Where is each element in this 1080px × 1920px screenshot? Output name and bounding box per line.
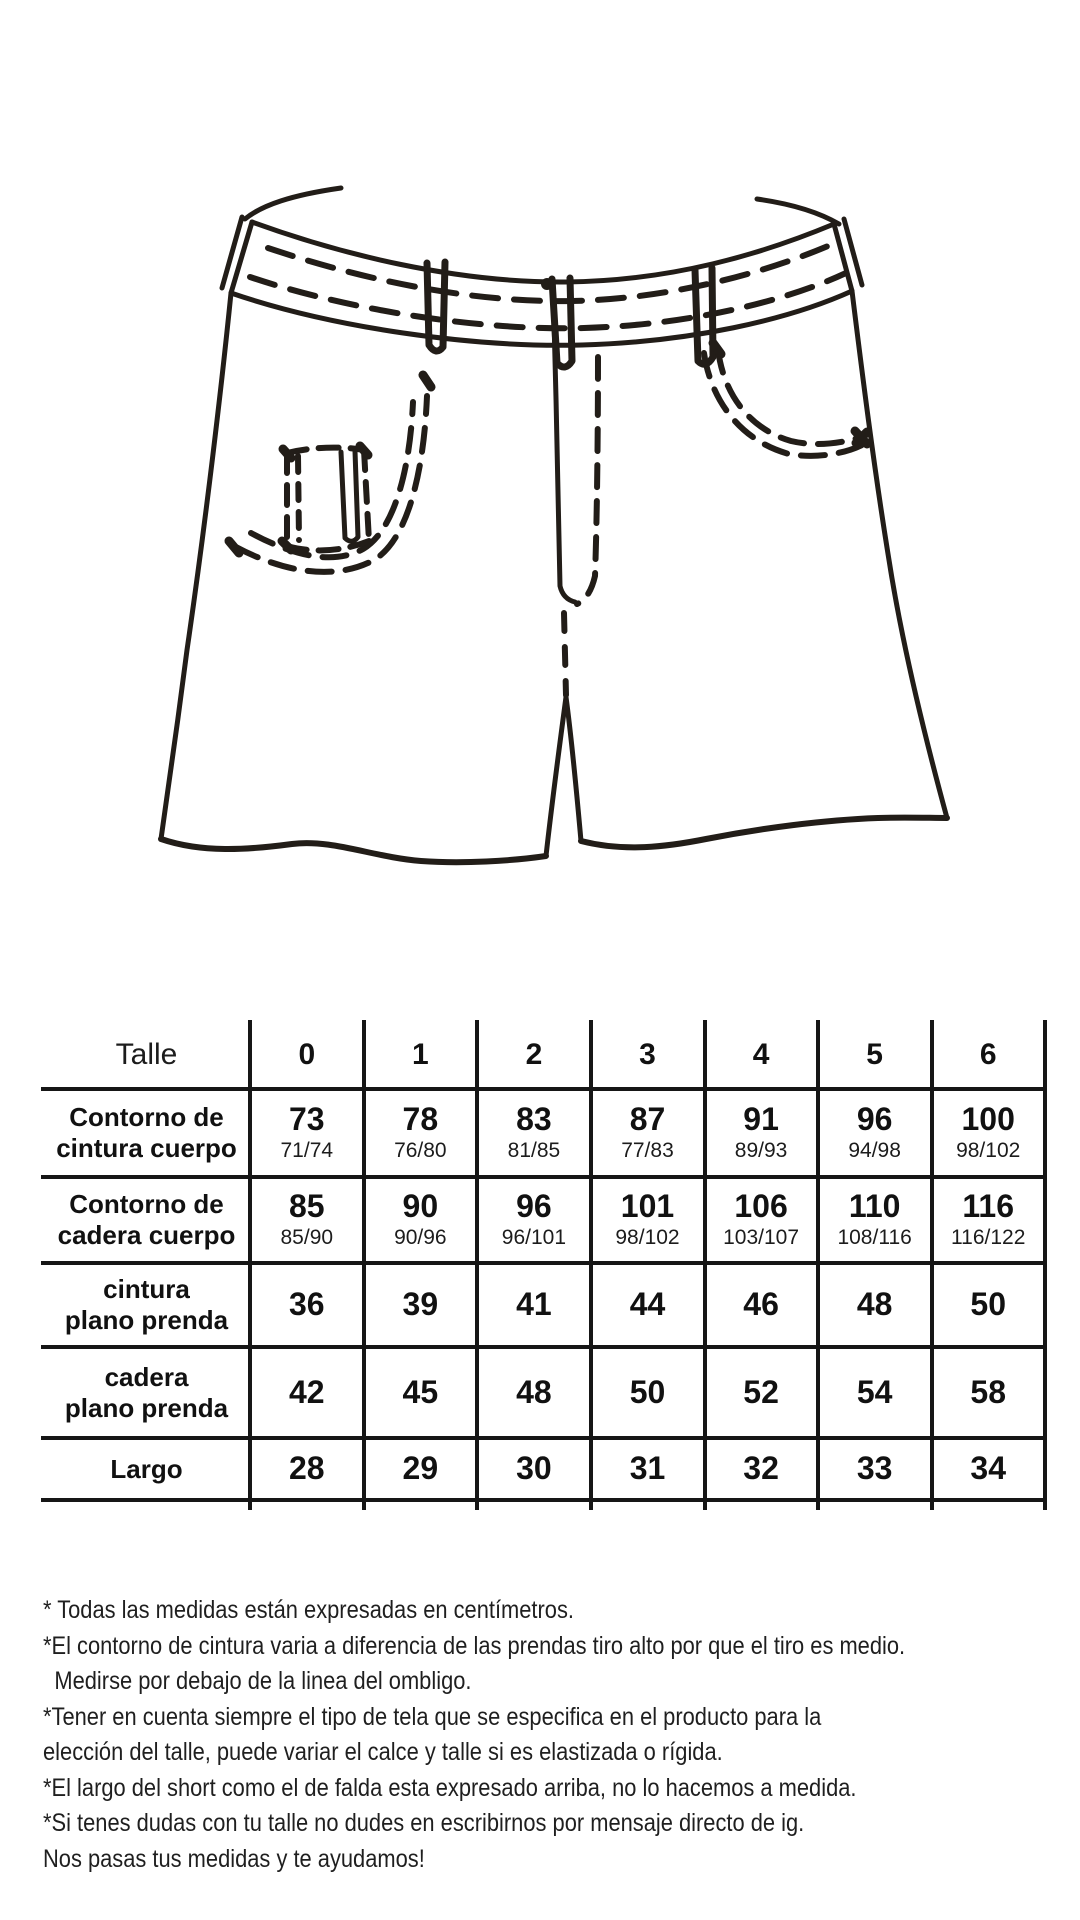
size-value-cell — [591, 1263, 705, 1347]
row-label-line2: plano prenda — [64, 1305, 229, 1335]
coin-pocket-flap-line — [341, 451, 358, 541]
value-main: 110 — [848, 1188, 901, 1225]
value-main: 29 — [402, 1450, 439, 1487]
value-main: 42 — [288, 1373, 325, 1410]
value-main: 101 — [620, 1188, 675, 1225]
value-sub: 116/122 — [951, 1225, 1026, 1249]
size-value-cell — [477, 1177, 591, 1263]
size-value-cell — [591, 1177, 705, 1263]
value-main: 116 — [962, 1188, 1015, 1225]
value-main: 90 — [402, 1188, 439, 1225]
coin-pocket-left-inner — [298, 456, 299, 540]
size-value-cell — [364, 1089, 478, 1177]
value-main: 31 — [629, 1450, 666, 1487]
size-value-cell — [591, 1089, 705, 1177]
size-value-cell — [931, 1089, 1045, 1177]
value-main: 30 — [516, 1450, 552, 1487]
footnote-line: *El contorno de cintura varia a diferencia de las prendas tiro alto por que el tiro es medio. — [43, 1631, 906, 1660]
size-value-cell — [818, 1089, 932, 1177]
size-value-cell — [931, 1263, 1045, 1347]
footnote-line: Nos pasas tus medidas y te ayudamos! — [43, 1844, 425, 1873]
size-value-cell — [931, 1177, 1045, 1263]
size-value-cell — [477, 1263, 591, 1347]
hems — [161, 818, 947, 863]
shorts-sketch — [0, 0, 1080, 900]
size-value-cell — [818, 1347, 932, 1438]
crotch-left-line — [546, 697, 566, 856]
size-column-header-0: 0 — [298, 1038, 316, 1072]
row-label-line1: Largo — [110, 1453, 183, 1484]
value-main: 73 — [288, 1101, 325, 1138]
value-main: 58 — [970, 1373, 1006, 1410]
value-sub: 103/107 — [723, 1225, 800, 1249]
size-value-cell — [704, 1263, 818, 1347]
waist-right-flick — [757, 199, 839, 224]
value-main: 87 — [629, 1101, 666, 1138]
size-value-cell — [250, 1177, 364, 1263]
right-leg-hem — [581, 818, 947, 848]
value-main: 52 — [743, 1373, 779, 1410]
footnote-line: elección del talle, puede variar el calce y talle si es elastizada o rígida. — [43, 1738, 723, 1766]
value-main: 45 — [402, 1373, 439, 1410]
value-sub: 108/116 — [837, 1225, 912, 1249]
value-sub: 96/101 — [501, 1225, 567, 1249]
size-table — [43, 1022, 1045, 1500]
footnotes — [43, 1593, 1049, 1877]
value-main: 50 — [970, 1286, 1006, 1323]
anchor-coin-pocket-tl — [283, 449, 291, 458]
waistband-left-end-inner — [222, 217, 242, 288]
waistband-left-end — [231, 222, 252, 293]
size-value-cell — [818, 1263, 932, 1347]
row-label-cintura-cuerpo — [43, 1089, 250, 1177]
size-value-cell — [704, 1177, 818, 1263]
left-pocket-stitch-inner — [251, 402, 413, 557]
coin-pocket-right — [364, 450, 369, 541]
size-value-cell — [931, 1438, 1045, 1500]
size-value-cell — [477, 1438, 591, 1500]
coin-pocket — [287, 448, 369, 551]
row-label-line1: Contorno de — [69, 1189, 224, 1220]
size-column-header-1: 1 — [412, 1038, 429, 1072]
value-sub: 94/98 — [848, 1138, 901, 1162]
size-column-header-5: 5 — [866, 1038, 883, 1072]
row-label-line2: cintura cuerpo — [56, 1133, 237, 1163]
size-value-cell — [591, 1438, 705, 1500]
value-main: 54 — [856, 1373, 893, 1410]
footnote-line: * Todas las medidas están expresadas en centímetros. — [43, 1596, 574, 1624]
value-main: 100 — [961, 1101, 1015, 1138]
value-main: 44 — [629, 1286, 666, 1323]
footnote-line: *Si tenes dudas con tu talle no dudes en escribirnos por mensaje directo de ig. — [43, 1809, 805, 1837]
value-main: 83 — [516, 1101, 552, 1138]
row-label-line1: Contorno de — [69, 1102, 224, 1133]
value-main: 48 — [856, 1286, 893, 1323]
right-pocket-stitch-outer — [718, 349, 858, 444]
anchor-left-pocket-top — [423, 375, 431, 387]
right-side-seam — [852, 291, 947, 818]
size-value-cell — [250, 1089, 364, 1177]
left-front-pocket — [236, 396, 427, 572]
waist-left-flick — [245, 188, 341, 219]
value-sub: 85/90 — [280, 1225, 334, 1249]
value-main: 46 — [743, 1286, 779, 1323]
value-main: 36 — [288, 1286, 325, 1323]
size-column-header-2: 2 — [525, 1038, 543, 1072]
value-main: 96 — [516, 1188, 552, 1225]
value-main: 50 — [629, 1373, 666, 1410]
row-label-cintura-prenda — [43, 1263, 250, 1347]
value-main: 106 — [734, 1188, 788, 1225]
size-value-cell — [364, 1177, 478, 1263]
value-main: 85 — [288, 1188, 325, 1225]
left-pocket-stitch-outer — [236, 396, 427, 572]
fly-j-stitch — [577, 357, 598, 604]
size-value-cell — [704, 1347, 818, 1438]
value-main: 96 — [856, 1101, 893, 1138]
size-column-header-6: 6 — [979, 1038, 997, 1072]
size-column-header-4: 4 — [752, 1038, 770, 1072]
value-sub: 98/102 — [615, 1225, 680, 1249]
left-side-seam — [161, 293, 231, 839]
row-label-cadera-cuerpo — [43, 1177, 250, 1263]
footnote-line: *Tener en cuenta siempre el tipo de tela que se especifica en el producto para la — [43, 1702, 822, 1731]
anchor-left-seam — [229, 541, 239, 553]
size-value-cell — [250, 1438, 364, 1500]
right-front-pocket — [704, 349, 862, 456]
anchor-coin-pocket-bl — [282, 541, 291, 550]
row-label-line1: cadera — [104, 1361, 189, 1392]
size-column-header-3: 3 — [639, 1038, 656, 1072]
value-main: 33 — [856, 1450, 893, 1487]
anchor-right-seam — [855, 431, 867, 444]
row-label-line1: cintura — [103, 1274, 190, 1305]
value-main: 48 — [516, 1373, 552, 1410]
row-label-line2: plano prenda — [64, 1392, 229, 1423]
size-value-cell — [818, 1438, 932, 1500]
value-main: 41 — [516, 1286, 552, 1323]
footnote-line: Medirse por debajo de la linea del ombligo. — [54, 1667, 472, 1695]
row-label-largo — [43, 1438, 250, 1500]
value-sub: 76/80 — [394, 1138, 447, 1162]
footnote-line: *El largo del short como el de falda esta expresado arriba, no lo hacemos a medida. — [43, 1773, 857, 1802]
coin-pocket-top — [287, 448, 364, 453]
waistband — [222, 188, 862, 345]
size-value-cell — [818, 1177, 932, 1263]
size-value-cell — [477, 1347, 591, 1438]
size-value-cell — [364, 1347, 478, 1438]
value-sub: 98/102 — [956, 1138, 1021, 1162]
value-main: 34 — [970, 1450, 1006, 1487]
size-value-cell — [364, 1438, 478, 1500]
value-main: 39 — [402, 1286, 439, 1323]
size-value-cell — [477, 1089, 591, 1177]
size-value-cell — [591, 1347, 705, 1438]
value-sub: 77/83 — [621, 1138, 674, 1162]
crotch-right-line — [566, 697, 581, 841]
value-main: 78 — [402, 1101, 439, 1138]
value-main: 28 — [288, 1450, 325, 1487]
size-value-cell — [704, 1089, 818, 1177]
left-leg-hem — [161, 839, 546, 862]
value-sub: 71/74 — [280, 1138, 334, 1162]
value-sub: 90/96 — [394, 1225, 447, 1249]
value-main: 32 — [743, 1450, 779, 1487]
size-value-cell — [250, 1263, 364, 1347]
size-value-cell — [364, 1263, 478, 1347]
anchor-coin-pocket-tr — [360, 446, 368, 455]
fly-lower-stitch — [564, 613, 566, 695]
size-value-cell — [250, 1347, 364, 1438]
size-value-cell — [931, 1347, 1045, 1438]
row-label-cadera-prenda — [43, 1347, 250, 1438]
value-sub: 81/85 — [507, 1138, 561, 1162]
value-sub: 89/93 — [734, 1138, 788, 1162]
value-main: 91 — [743, 1101, 779, 1138]
row-label-line2: cadera cuerpo — [57, 1220, 236, 1250]
table-header-talle: Talle — [115, 1038, 178, 1072]
size-value-cell — [704, 1438, 818, 1500]
